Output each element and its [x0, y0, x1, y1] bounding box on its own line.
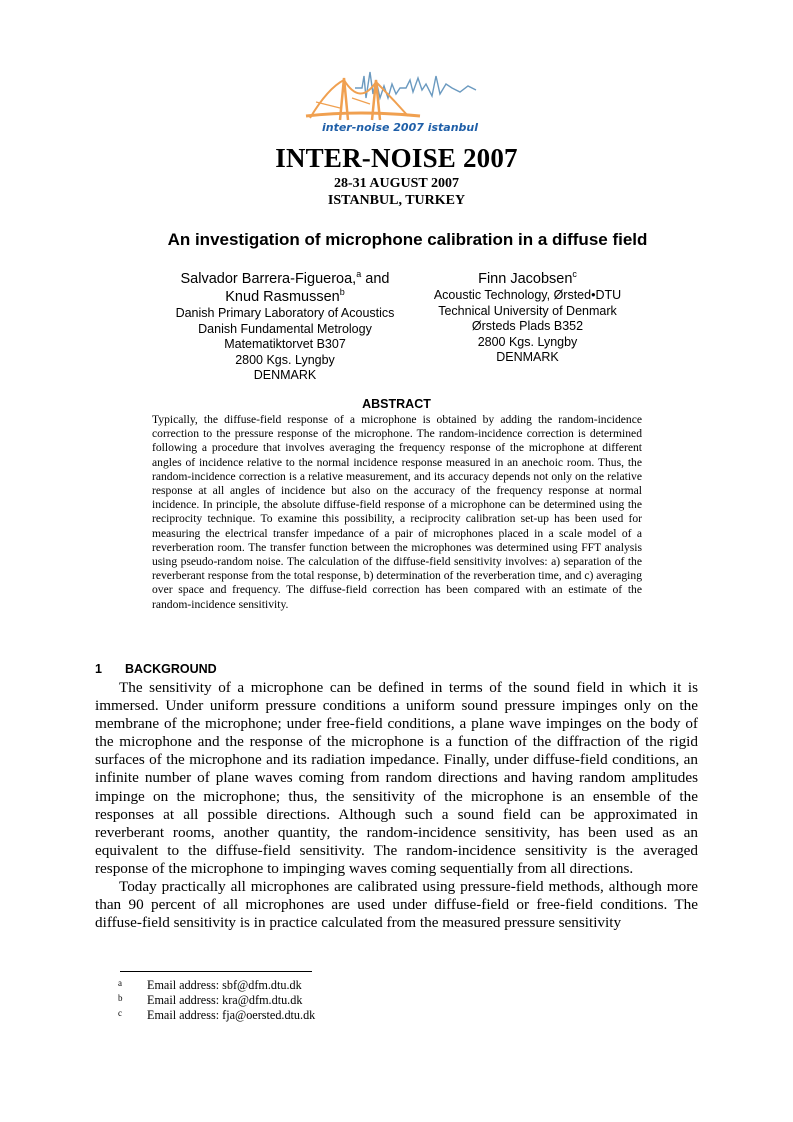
footnote: a Email address: sbf@dfm.dtu.dk	[118, 978, 302, 992]
conference-date: 28-31 AUGUST 2007	[334, 176, 459, 191]
affiliation-line: Acoustic Technology, Ørsted•DTU	[433, 288, 622, 302]
affiliation-line: 2800 Kgs. Lyngby	[235, 352, 335, 367]
section-title: BACKGROUND	[125, 662, 217, 676]
conference-logo	[300, 58, 500, 138]
affiliation-line: DENMARK	[496, 350, 559, 364]
author-name-line-1: Salvador Barrera-Figueroa,$^a$ and	[180, 269, 390, 287]
affiliation-line: Matematiktorvet B307	[224, 337, 346, 351]
affiliation-line: Technical University of Denmark	[438, 303, 617, 318]
affiliation-line: DENMARK	[253, 368, 317, 382]
authors-left	[150, 270, 420, 384]
footnote: b Email address: kra@dfm.dtu.dk	[118, 993, 303, 1007]
body-paragraph: The sensitivity of a microphone can be defined in terms of the sound field in which it is immersed. Under uniform pressure conditions a uniform sound pressure impinges only on the membrane of the microphone; under free-field conditions, a plane wave impinges on the body of the microphone and the response of the microphone is a function of the diffraction of the rigid surfaces of the microphone and its radiation impedance. Finally, under diffuse-field conditions, an infinite number of plane waves coming from random directions and having random amplitudes impinge on the microphone; thus, the sensitivity of the microphone is an ensemble of the responses at all possible directions. Although such a sound field can be approximated in reverberant rooms, another quantity, the random-incidence sensitivity, has been used as an equivalent to the diffuse-field sensitivity. The random-incidence sensitivity is the averaged response of the microphone to impinging waves coming sequentially from all directions.	[95, 679, 698, 877]
section-heading	[95, 662, 217, 676]
body-paragraph: Today practically all microphones are calibrated using pressure-field methods, although more than 90 percent of all microphones are used under diffuse-field or free-field conditions. The diffuse-field sensitivity is in practice calculated from the measured pressure sensitivity	[95, 878, 698, 932]
logo-caption: inter-noise 2007 istanbul	[321, 121, 479, 134]
affiliation-line: Danish Fundamental Metrology	[198, 321, 372, 336]
paper-title: An investigation of microphone calibration in a diffuse field	[167, 230, 648, 249]
body-text	[95, 679, 698, 932]
author-name-line-2: Knud Rasmussen$^b$	[225, 287, 345, 305]
abstract-heading: ABSTRACT	[362, 397, 431, 411]
footnotes	[118, 978, 315, 1023]
abstract-text: Typically, the diffuse-field response of a microphone is obtained by adding the random-incidence correction to the pressure response of the microphone. The random-incidence correction is determined following a procedure that involves averaging the frequency response of the microphone at different angles of incidence relative to the normal incidence response measured in an anechoic room. Thus, the random-incidence correction is a relative measurement, and its accuracy depends not only on the relative response at all angles of incidence but also on the accuracy of the frequency response at normal incidence. In principle, the absolute diffuse-field response of a microphone can be determined using the reciprocity technique. To examine this possibility, a reciprocity calibration set-up has been used for measuring the electrical transfer impedance of a pair of microphones placed in a scale model of a reverberation room. The transfer function between the microphones was determined using FFT analysis using pseudo-random noise. The calculation of the diffuse-field sensitivity involves: a) separation of the reverberant response from the total response, b) determination of the reverberation time, and c) averaging over space and frequency. The diffuse-field correction has been compared with an estimate of the random-incidence sensitivity.	[152, 413, 642, 611]
footnote-divider	[120, 971, 312, 972]
footnote: c Email address: fja@oersted.dtu.dk	[118, 1008, 316, 1022]
author-name: Finn Jacobsen$^c$	[478, 269, 577, 287]
section-number: 1	[95, 662, 102, 676]
bridge-logo-graphic	[300, 58, 500, 138]
affiliation-line: Ørsteds Plads B352	[471, 319, 584, 333]
conference-place: ISTANBUL, TURKEY	[327, 193, 466, 208]
affiliation-line: Danish Primary Laboratory of Acoustics	[175, 306, 395, 320]
conference-title: INTER-NOISE 2007	[275, 143, 518, 173]
affiliation-line: 2800 Kgs. Lyngby	[477, 334, 578, 349]
authors-right	[400, 270, 655, 366]
